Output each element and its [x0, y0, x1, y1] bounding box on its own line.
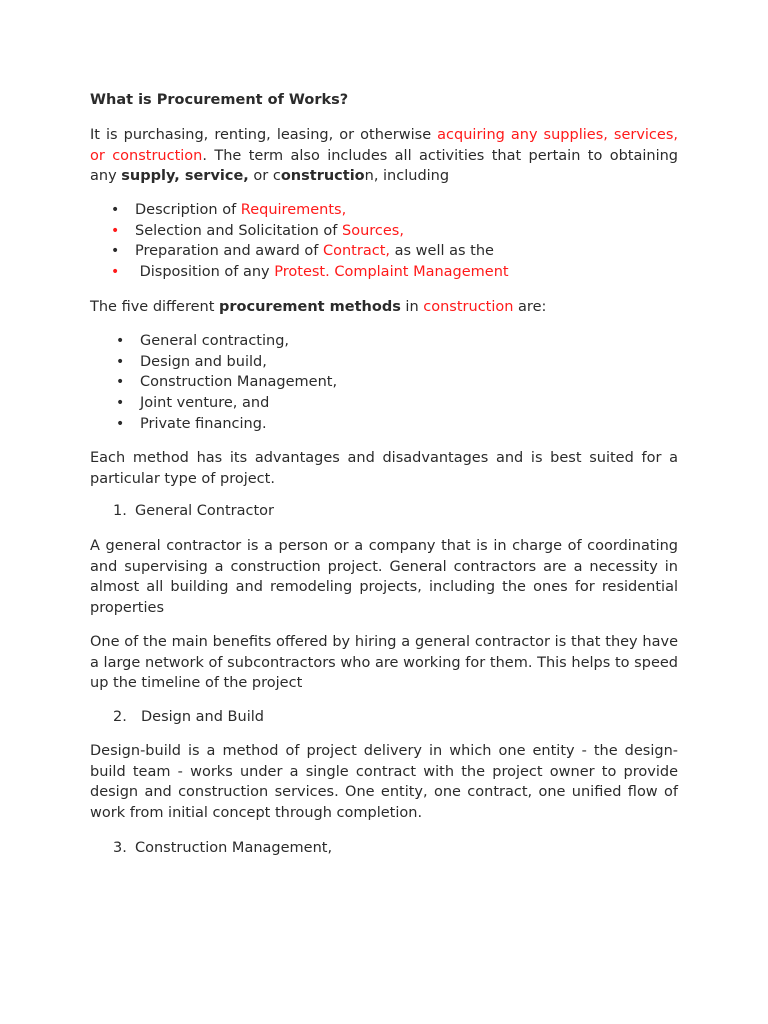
list-item-text: Design and build, [140, 353, 267, 370]
section-title: Construction Management, [135, 840, 333, 856]
page-title: What is Procurement of Works? [90, 92, 349, 108]
list-item [90, 352, 678, 373]
list-item-red-text: Requirements, [240, 202, 347, 218]
list-item-text: Preparation and award of [135, 243, 323, 260]
bullet-icon: • [116, 415, 125, 432]
list-item-red-text: Contract, [323, 243, 390, 260]
list-item [90, 221, 678, 242]
each-method-paragraph: Each method has its advantages and disadvantages and is best suited for a particular type of project. [90, 450, 678, 487]
intro-text-3: or c [248, 168, 281, 185]
intro-text-1: It is purchasing, renting, leasing, or otherwise [90, 127, 438, 143]
intro-bold-2: onstructio [280, 168, 365, 185]
list-item-after-text: as well as the [390, 243, 494, 260]
list-item [90, 372, 678, 393]
intro-text-2: . The term also includes all activities that pertain to obtaining any [90, 147, 678, 185]
list-item-text: Description of [135, 202, 241, 218]
list-item [90, 331, 678, 352]
intro-text-4: n, including [364, 168, 450, 185]
methods-intro-bold: procurement methods [219, 299, 401, 315]
methods-list [90, 331, 678, 434]
section-title: Design and Build [141, 709, 264, 725]
section-number: 2. [113, 709, 127, 725]
list-item [90, 393, 678, 414]
bullet-icon: • [111, 222, 120, 239]
section-number: 3. [113, 840, 127, 856]
list-item [90, 414, 678, 435]
list-item-text: Private financing. [140, 415, 267, 432]
bullet-icon: • [116, 333, 125, 349]
methods-intro-red: construction [423, 299, 514, 315]
general-contractor-paragraph-1: A general contractor is a person or a company that is in charge of coordinating and supervising a construction project. General contractors are a necessity in almost all building and remodeling projects, including the ones for residential properties [90, 538, 678, 617]
list-item-text: General contracting, [140, 333, 290, 349]
bullet-icon: • [111, 264, 120, 281]
section-number: 1. [113, 503, 127, 519]
list-item-text: Selection and Solicitation of [135, 222, 342, 239]
list-item-red-text: Sources, [342, 222, 404, 239]
list-item-red-text: Protest. Complaint Management [274, 264, 509, 281]
methods-intro-text-2: in [400, 299, 424, 315]
intro-paragraph [90, 125, 678, 187]
bullet-icon: • [116, 353, 125, 370]
list-item [90, 200, 678, 221]
intro-bold-1: supply, service, [121, 168, 249, 185]
methods-intro-text-3: are: [513, 299, 547, 315]
design-build-paragraph: Design-build is a method of project delivery in which one entity - the design-build team - works under a single contract with the project owner to provide design and construction services. One entity, one contract, one unified flow of work from initial concept through completion. [90, 743, 678, 822]
bullet-icon: • [111, 243, 120, 260]
list-item-text: Construction Management, [140, 374, 338, 391]
list-item [90, 262, 678, 283]
section-title: General Contractor [135, 503, 274, 519]
list-item [90, 241, 678, 262]
activities-list [90, 200, 678, 283]
methods-intro-text-1: The five different [90, 299, 220, 315]
list-item-text: Disposition of any [135, 264, 275, 281]
methods-intro-paragraph [90, 297, 678, 318]
intro-red-text: acquiring any supplies, services, or construction [90, 127, 678, 164]
bullet-icon: • [111, 202, 120, 218]
bullet-icon: • [116, 395, 125, 412]
list-item-text: Joint venture, and [140, 395, 270, 412]
bullet-icon: • [116, 374, 125, 391]
general-contractor-paragraph-2: One of the main benefits offered by hiring a general contractor is that they have a large network of subcontractors who are working for them. This helps to speed up the timeline of the project [90, 634, 678, 692]
